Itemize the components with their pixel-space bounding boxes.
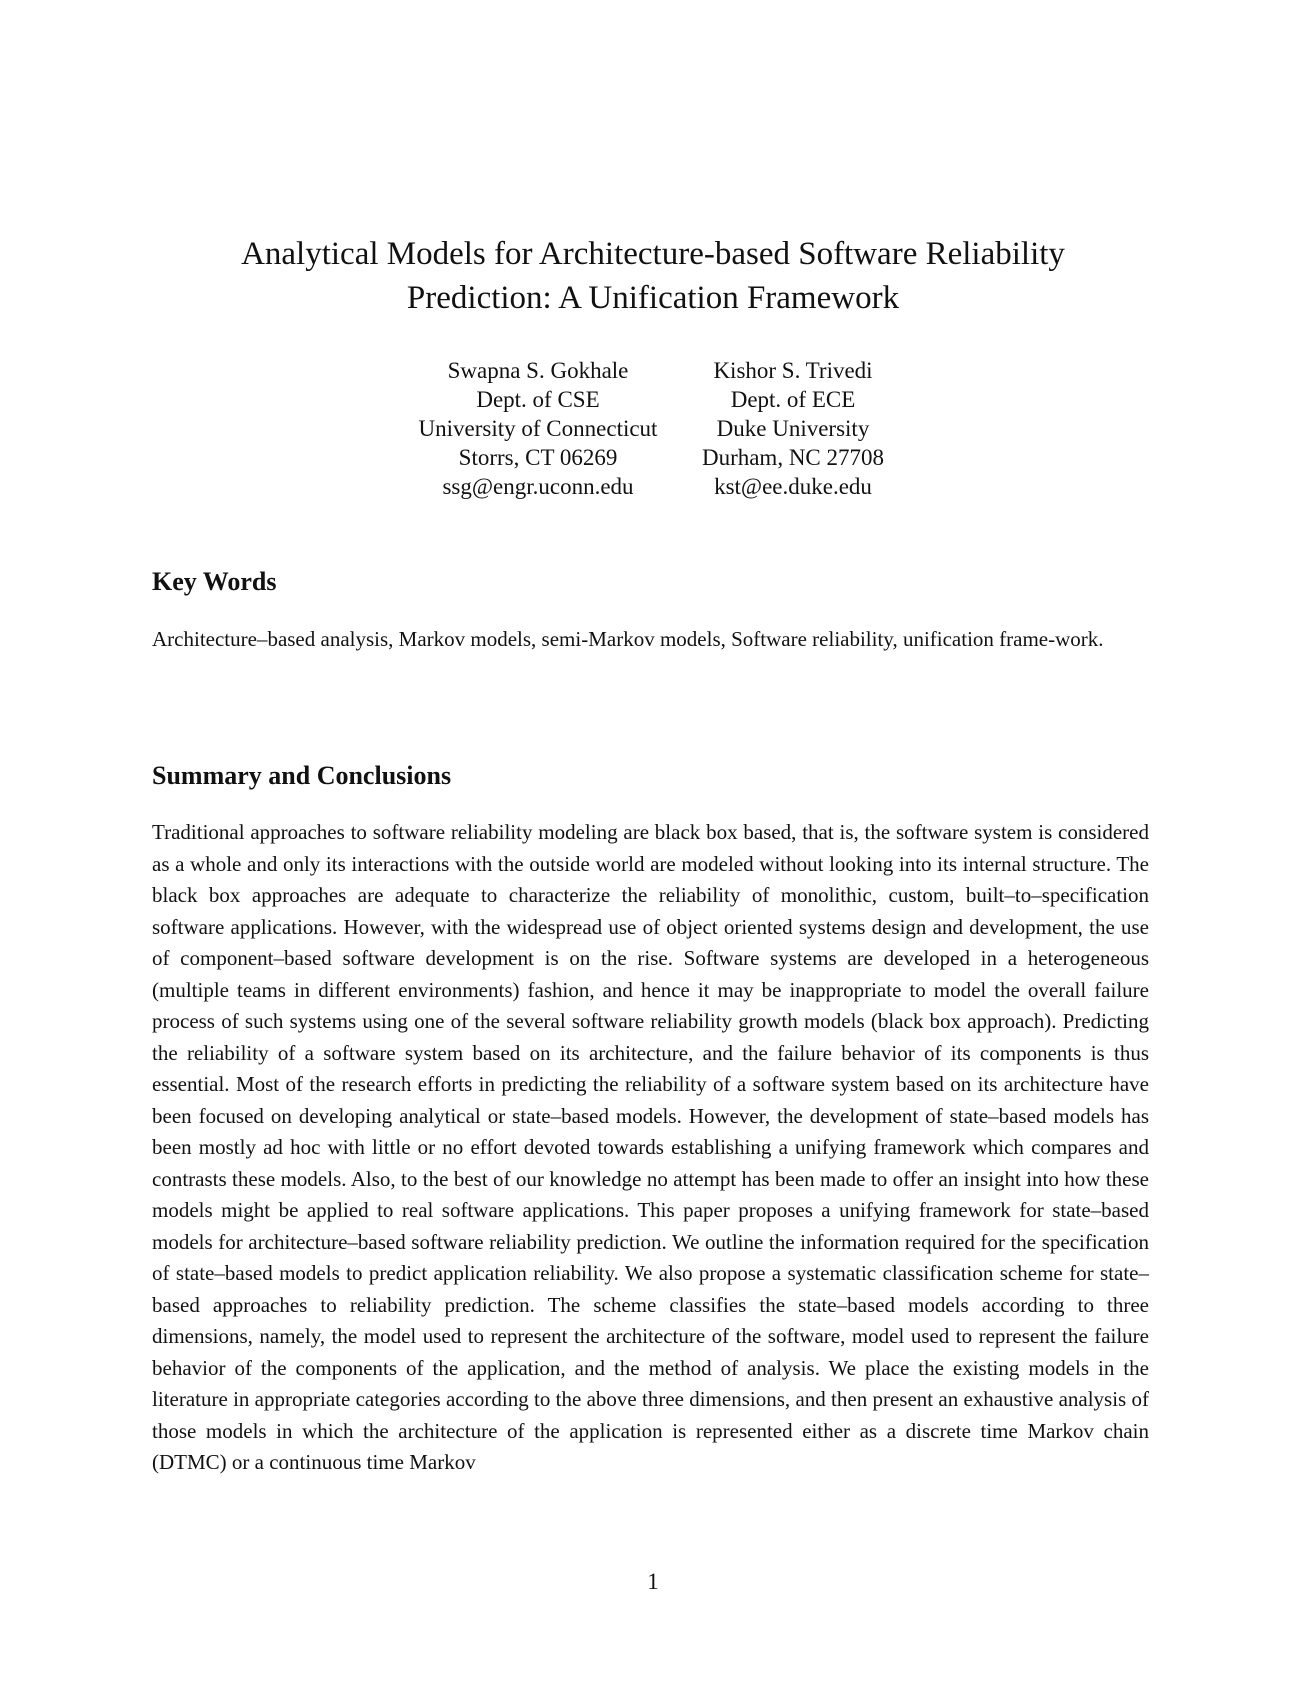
keywords-heading: Key Words <box>152 567 277 596</box>
author-affiliation: Duke University <box>716 416 870 441</box>
author-location: Storrs, CT 06269 <box>458 445 618 470</box>
author-gokhale <box>393 356 683 501</box>
keywords-text: Architecture–based analysis, Markov models, semi-Markov models, Software reliability, unification frame-work. <box>152 627 1104 651</box>
summary-heading: Summary and Conclusions <box>152 761 452 790</box>
author-email: kst@ee.duke.edu <box>714 474 872 499</box>
author-email: ssg@engr.uconn.edu <box>442 474 634 499</box>
summary-paragraph: Traditional approaches to software reliability modeling are black box based, that is, the software system is considered as a whole and only its interactions with the outside world are modeled without looking into its internal structure. The black box approaches are adequate to characterize the reliability of monolithic, custom, built–to–specification software applications. However, with the widespread use of object oriented systems design and development, the use of component–based software development is on the rise. Software systems are developed in a heterogeneous (multiple teams in different environments) fashion, and hence it may be inappropriate to model the overall failure process of such systems using one of the several software reliability growth models (black box approach). Predicting the reliability of a software system based on its architecture, and the failure behavior of its components is thus essential. Most of the research efforts in predicting the reliability of a software system based on its architecture have been focused on developing analytical or state–based models. However, the development of state–based models has been mostly ad hoc with little or no effort devoted towards establishing a unifying framework which compares and contrasts these models. Also, to the best of our knowledge no attempt has been made to offer an insight into how these models might be applied to real software applications. This paper proposes a unifying framework for state–based models for architecture–based software reliability prediction. We outline the information required for the specification of state–based models to predict application reliability. We also propose a systematic classification scheme for state–based approaches to reliability prediction. The scheme classifies the state–based models according to three dimensions, namely, the model used to represent the architecture of the software, model used to represent the failure behavior of the components of the application, and the method of analysis. We place the existing models in the literature in appropriate categories according to the above three dimensions, and then present an exhaustive analysis of those models in which the architecture of the application is represented either as a discrete time Markov chain (DTMC) or a continuous time Markov <box>152 820 1149 1474</box>
author-location: Durham, NC 27708 <box>701 445 885 470</box>
author-trivedi <box>683 356 903 501</box>
paper-title <box>140 232 1166 320</box>
author-affiliation: University of Connecticut <box>418 416 658 441</box>
page-number: 1 <box>647 1569 659 1594</box>
author-name: Swapna S. Gokhale <box>447 358 629 383</box>
paper-title-line-2: Prediction: A Unification Framework <box>406 280 900 316</box>
author-department: Dept. of CSE <box>476 387 600 412</box>
paper-title-line-1: Analytical Models for Architecture-based Software Reliability <box>241 236 1065 272</box>
author-block <box>0 356 1306 506</box>
author-department: Dept. of ECE <box>730 387 856 412</box>
author-name: Kishor S. Trivedi <box>713 358 873 383</box>
